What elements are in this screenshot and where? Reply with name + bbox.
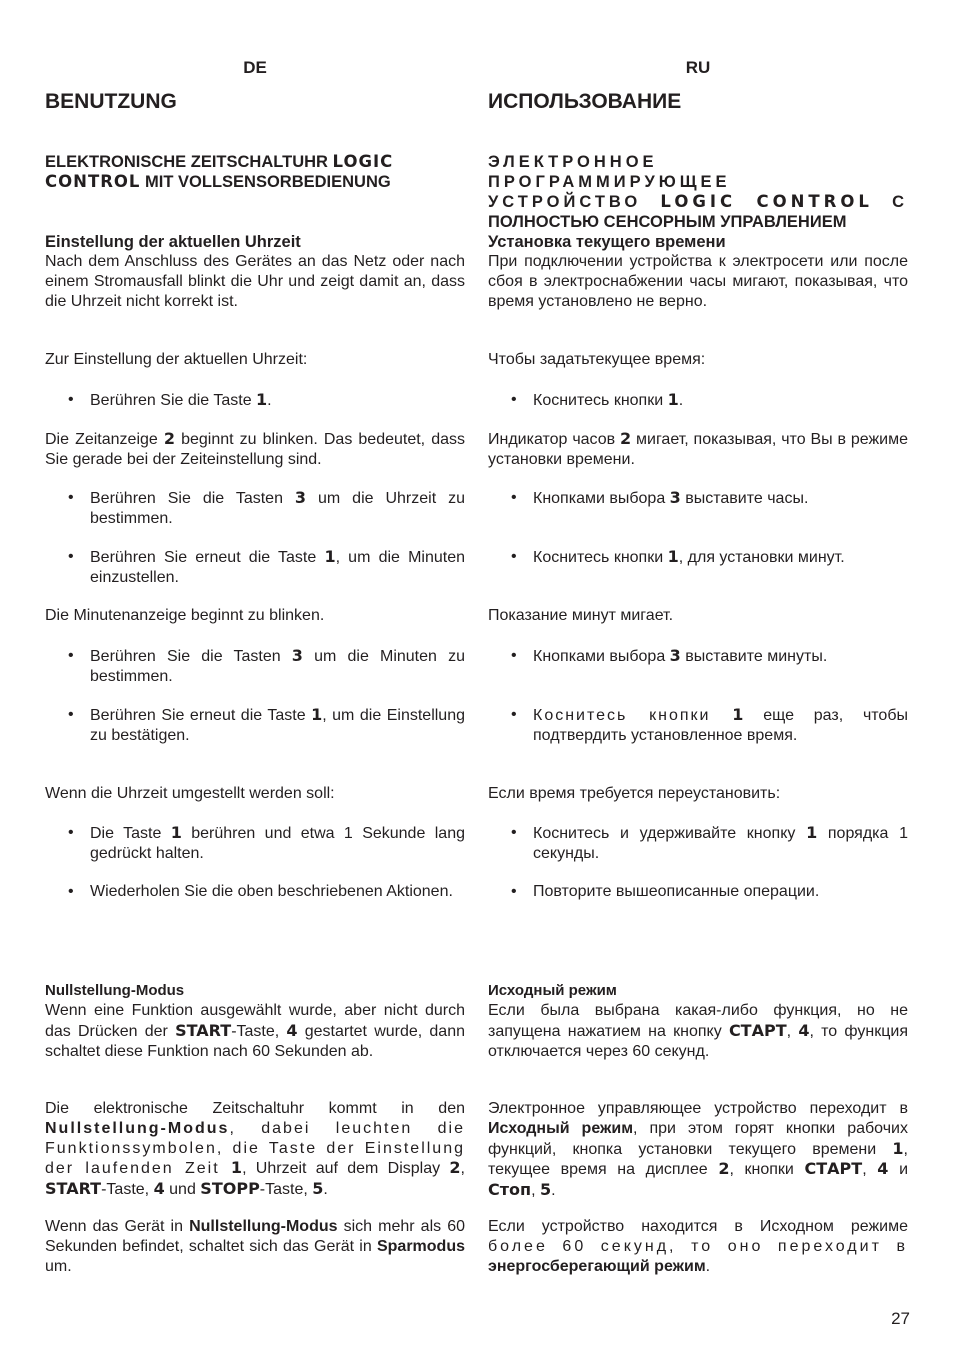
language-label-de: DE [243, 58, 267, 77]
time-display-paragraph-ru: Индикатор часов 2 мигает, показывая, что Вы в режиме установки времени. [488, 429, 909, 468]
reset-paragraph-2-de: Die elektronische Zeitschaltuhr kommt in den Nullstellung-Modus, dabei leuchten die Funktionssymbolen, die Taste der Einstellung der laufenden Zeit 1, Uhrzeit auf dem Display 2, START-Taste, 4 und STOPP-Taste, 5. [45, 1100, 465, 1199]
reset-heading-ru: Исходный режим [488, 982, 617, 999]
clock-heading-de: Einstellung der aktuellen Uhrzeit [45, 233, 301, 251]
clock-intro-de: Nach dem Anschluss des Gerätes an das Netz oder nach einem Stromausfall blinkt die Uhr und zeigt damit an, dass die Uhrzeit nicht korrekt ist. [45, 253, 465, 310]
bullet-item-ru: • Коснитесь кнопки 1 еще раз, чтобы подтвердить установленное время. [533, 705, 908, 746]
reset-paragraph-2-ru: Электронное управляющее устройство переходит в Исходный режим, при этом горят кнопки рабочих функций, кнопка установки текущего времени 1, текущее время на дисплее 2, кнопки СТАРТ, 4 и Стоп, 5. [488, 1100, 909, 1200]
change-paragraph-ru: Если время требуется переустановить: [488, 785, 781, 802]
clock-intro-ru: При подключении устройства к электросети или после сбоя в электроснабжении часы мигают, показывая, что время установлено не верно. [488, 253, 908, 310]
reset-paragraph-1-de: Wenn eine Funktion ausgewählt wurde, aber nicht durch das Drücken der START-Taste, 4 gestartet wurde, dann schaltet diese Funktion nach 60 Sekunden ab. [45, 1002, 466, 1060]
bullet-item-de: • Berühren Sie die Taste 1. [90, 390, 465, 411]
bullet-item-ru: • Кнопками выбора 3 выставите часы. [533, 488, 908, 509]
page-number: 27 [891, 1309, 910, 1328]
reset-paragraph-1-ru: Если была выбрана какая-либо функция, но не запущена нажатием на кнопку СТАРТ, 4, то функция отключается через 60 секунд. [488, 1002, 909, 1060]
to-set-ru: Чтобы задатьтекущее время: [488, 351, 706, 368]
subtitle-de: ELEKTRONISCHE ZEITSCHALTUHR LOGIC CONTROL MIT VOLLSENSORBEDIENUNG [45, 152, 394, 191]
bullet-item-de: • Berühren Sie erneut die Taste 1, um die Einstellung zu bestätigen. [90, 705, 465, 746]
section-title-ru: ИСПОЛЬЗОВАНИЕ [488, 90, 682, 113]
bullet-item-ru: • Коснитесь и удерживайте кнопку 1 порядка 1 секунды. [533, 823, 908, 864]
bullet-item-ru: • Повторите вышеописанные операции. [533, 882, 908, 902]
clock-heading-ru: Установка текущего времени [488, 233, 726, 251]
to-set-de: Zur Einstellung der aktuellen Uhrzeit: [45, 351, 308, 368]
minute-paragraph-ru: Показание минут мигает. [488, 607, 674, 624]
bullet-item-ru: • Кнопками выбора 3 выставите минуты. [533, 646, 908, 667]
bullet-item-de: • Wiederholen Sie die oben beschriebenen Aktionen. [90, 882, 465, 902]
section-title-de: BENUTZUNG [45, 90, 177, 113]
reset-paragraph-3-ru: Если устройство находится в Исходном режиме более 60 секунд, то оно переходит в энергосберегающий режим. [488, 1218, 908, 1275]
subtitle-ru: ЭЛЕКТРОННОЕ ПРОГРАММИРУЮЩЕЕ УСТРОЙСТВО LOGIC CONTROL С ПОЛНОСТЬЮ СЕНСОРНЫМ УПРАВЛЕНИЕМ [488, 153, 909, 231]
bullet-item-de: • Berühren Sie erneut die Taste 1, um die Minuten einzustellen. [90, 547, 465, 588]
time-display-paragraph-de: Die Zeitanzeige 2 beginnt zu blinken. Das bedeutet, dass Sie gerade bei der Zeiteinstellung sind. [45, 429, 466, 468]
bullet-item-ru: • Коснитесь кнопки 1, для установки минут. [533, 547, 908, 568]
bullet-item-de: • Die Taste 1 berühren und etwa 1 Sekunde lang gedrückt halten. [90, 823, 465, 864]
language-label-ru: RU [685, 58, 711, 77]
reset-paragraph-3-de: Wenn das Gerät in Nullstellung-Modus sich mehr als 60 Sekunden befindet, schaltet sich das Gerät in Sparmodus um. [45, 1218, 465, 1275]
change-paragraph-de: Wenn die Uhrzeit umgestellt werden soll: [45, 785, 335, 802]
minute-paragraph-de: Die Minutenanzeige beginnt zu blinken. [45, 607, 325, 624]
bullet-item-de: • Berühren Sie die Tasten 3 um die Minuten zu bestimmen. [90, 646, 465, 687]
bullet-item-ru: • Коснитесь кнопки 1. [533, 390, 908, 411]
bullet-item-de: • Berühren Sie die Tasten 3 um die Uhrzeit zu bestimmen. [90, 488, 465, 529]
reset-heading-de: Nullstellung-Modus [45, 982, 185, 999]
